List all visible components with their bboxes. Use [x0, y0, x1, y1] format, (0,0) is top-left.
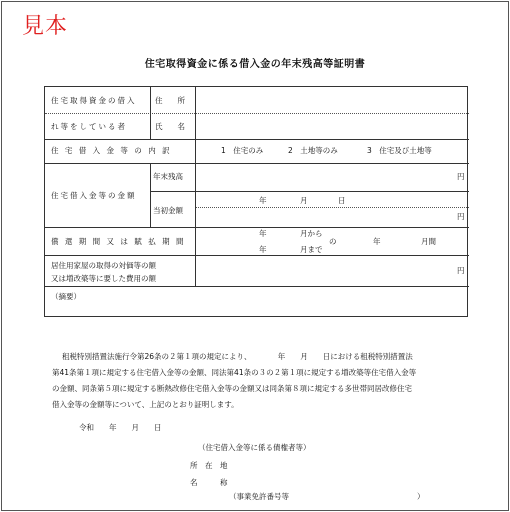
statement-line: 第41条第１項に規定する住宅借入金等の金額、同法第41条の３の２第１項に規定する増改築等住宅借入金等 — [52, 368, 417, 377]
year-end-label: 年末残高 — [153, 172, 183, 181]
period-from-year: 年 — [259, 229, 267, 238]
issue-date: 令和 年 月 日 — [79, 423, 162, 432]
col-divider — [195, 139, 196, 163]
borrower-label-2: れ等をしている者 — [51, 122, 127, 131]
period-to-year: 年 — [259, 245, 267, 254]
col-divider — [195, 163, 196, 227]
certificate-statement — [52, 349, 472, 413]
issuer-license-close: ） — [417, 492, 425, 501]
yen-unit: 円 — [457, 212, 465, 221]
address-label: 住 所 — [155, 96, 185, 105]
row-divider — [45, 139, 469, 140]
yen-unit: 円 — [457, 172, 465, 181]
summary-label: （摘要） — [51, 292, 81, 301]
initial-month-label: 月 — [300, 196, 308, 205]
issuer-license-label: （事業免許番号等 — [229, 492, 289, 501]
col-divider — [195, 255, 196, 286]
amount-label: 住宅借入金等の金額 — [51, 191, 137, 200]
dotted-divider — [45, 113, 469, 114]
period-to-month: 月まで — [300, 245, 323, 254]
dotted-divider — [195, 207, 469, 208]
period-year-count: 年 — [373, 237, 381, 246]
yen-unit: 円 — [457, 266, 465, 275]
borrower-label-1: 住宅取得資金の借入 — [51, 96, 137, 105]
statement-line: の金額、同条第５項に規定する断熱改修住宅借入金等の金額又は同条第８項に規定する多世帯同居改修住宅 — [52, 384, 412, 393]
loan-type-label: 住 宅 借 入 金 等 の 内 訳 — [51, 146, 172, 155]
col-divider — [150, 163, 151, 227]
col-divider — [150, 87, 151, 139]
row-divider — [45, 227, 469, 228]
period-from-month: 月から — [300, 229, 323, 238]
row-divider — [150, 191, 469, 192]
expense-label-2: 又は増改築等に要した費用の額 — [51, 274, 156, 283]
initial-day-label: 日 — [338, 196, 346, 205]
period-label: 償 還 期 間 又 は 賦 払 期 間 — [51, 237, 186, 246]
statement-line: 借入金等の金額等について、上記のとおり証明します。 — [52, 400, 239, 409]
row-divider — [45, 163, 469, 164]
loan-type-option-1[interactable]: 1 住宅のみ — [221, 146, 264, 155]
issuer-header: （住宅借入金等に係る債権者等） — [198, 443, 311, 452]
period-month-count: 月間 — [421, 237, 436, 246]
row-divider — [45, 286, 469, 287]
sample-stamp: 見本 — [22, 14, 69, 39]
name-label: 氏 名 — [155, 122, 185, 131]
issuer-address-label: 所 在 地 — [190, 461, 228, 470]
initial-amount-label: 当初金額 — [153, 206, 183, 215]
statement-line: 租税特別措置法施行令第26条の２第１項の規定により、 年 月 日における租税特別措置法 — [62, 352, 413, 361]
certificate-table — [44, 86, 468, 317]
col-divider — [195, 227, 196, 255]
expense-label-1: 居住用家屋の取得の対価等の額 — [51, 261, 156, 270]
col-divider — [195, 87, 196, 139]
loan-type-option-3[interactable]: 3 住宅及び土地等 — [367, 146, 432, 155]
period-no: の — [329, 237, 337, 246]
issuer-name-label: 名 称 — [190, 478, 228, 487]
row-divider — [45, 255, 469, 256]
initial-year-label: 年 — [259, 196, 267, 205]
loan-type-option-2[interactable]: 2 土地等のみ — [288, 146, 338, 155]
document-title: 住宅取得資金に係る借入金の年末残高等証明書 — [144, 59, 366, 70]
